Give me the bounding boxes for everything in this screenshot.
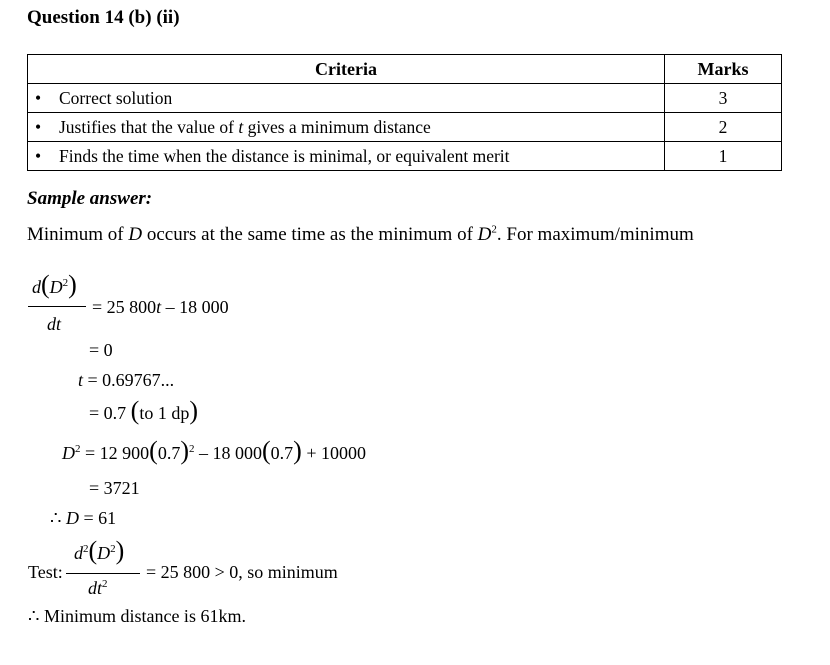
- table-row: [28, 84, 782, 113]
- criteria-text-post: gives a minimum distance: [243, 116, 431, 137]
- criteria-cell: [28, 113, 665, 142]
- derivative-fraction-bar: [28, 306, 86, 307]
- marks-cell: 3: [665, 84, 782, 113]
- table-header-row: [28, 55, 782, 84]
- working-line-1: = 25 800t – 18 000: [92, 297, 229, 317]
- derivative-numerator: $d(D^2)$: [32, 270, 77, 299]
- working-line-7: ∴ D = 61: [50, 508, 117, 528]
- sample-answer-title: Sample answer:: [27, 188, 153, 209]
- working-line-2: = 0: [89, 340, 113, 360]
- bullet-icon: •: [35, 145, 42, 166]
- working-line-4: = 0.7 (to 1 dp): [89, 396, 199, 425]
- criteria-header: Criteria: [28, 55, 665, 84]
- working-line-3: t = 0.69767...: [78, 370, 175, 390]
- sample-intro: Minimum of D occurs at the same time as the minimum of $D^2$. For maximum/minimum: [27, 223, 694, 245]
- criteria-var: t: [238, 116, 244, 137]
- test-label: Test:: [28, 562, 63, 582]
- marks-cell: 2: [665, 113, 782, 142]
- criteria-cell: [28, 84, 665, 113]
- marks-header: Marks: [665, 55, 782, 84]
- bullet-icon: •: [35, 87, 42, 108]
- test-numerator: $d^2(D^2)$: [74, 536, 125, 565]
- test-fraction-bar: [66, 573, 140, 574]
- marking-criteria-table: [27, 54, 782, 171]
- table-row: [28, 142, 782, 171]
- bullet-icon: •: [35, 116, 42, 137]
- criteria-text-pre: Justifies that the value of: [59, 116, 239, 137]
- test-denominator: $dt^2$: [88, 578, 108, 598]
- working-line-6: = 3721: [89, 478, 140, 498]
- criteria-text: Finds the time when the distance is minimal, or equivalent merit: [59, 145, 510, 166]
- criteria-cell: [28, 142, 665, 171]
- conclusion: ∴ Minimum distance is 61km.: [28, 606, 246, 626]
- question-heading: Question 14 (b) (ii): [27, 7, 180, 28]
- table-row: [28, 113, 782, 142]
- test-result: = 25 800 > 0, so minimum: [146, 562, 338, 582]
- criteria-text: Correct solution: [59, 87, 173, 108]
- derivative-denominator: dt: [47, 314, 62, 334]
- marks-cell: 1: [665, 142, 782, 171]
- working-line-5: $D^2 = 12$ $900(0.7)^2 - 18$ 000(0.7) + 10000: [62, 436, 366, 465]
